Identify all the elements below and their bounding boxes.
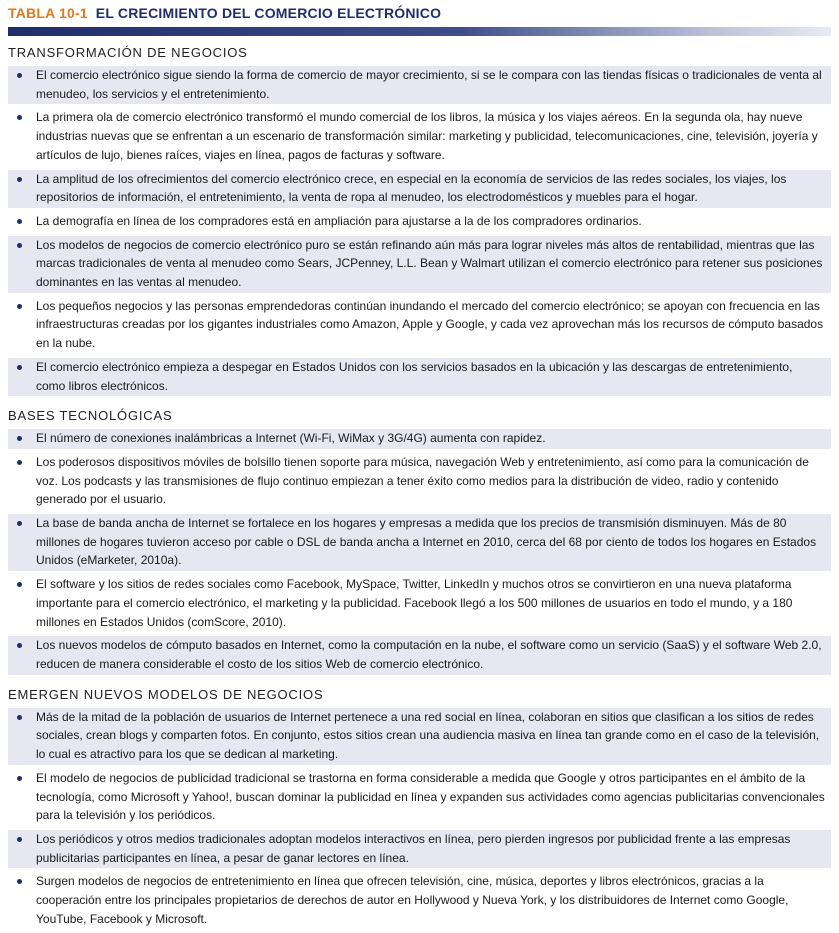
bullet-icon: [17, 837, 22, 842]
list-item-text: El comercio electrónico empieza a despegar en Estados Unidos con los servicios basados en la ubicación y las descargas de entretenimiento, como libros electrónicos.: [36, 359, 793, 393]
bullet-icon: [17, 73, 22, 78]
list-item: [8, 297, 831, 354]
section: [8, 36, 831, 396]
list-item-text: La base de banda ancha de Internet se fortalece en los hogares y empresas a medida que los precios de transmisión disminuyen. Más de 80 millones de hogares tuvieron acceso por cable o DSL de banda ancha a Internet en 2010, cerca del 68 por ciento de todos los hogares en Estados Unidos (eMarketer, 2010a).: [36, 516, 817, 568]
bullet-icon: [17, 243, 22, 248]
list-item: [8, 708, 831, 765]
bullet-icon: [17, 177, 22, 182]
table-title: EL CRECIMIENTO DEL COMERCIO ELECTRÓNICO: [95, 5, 442, 21]
bullet-icon: [17, 365, 22, 370]
list-item: [8, 66, 831, 104]
bullet-icon: [17, 304, 22, 309]
bullet-icon: [17, 582, 22, 587]
list-item: [8, 769, 831, 826]
list-item-text: El software y los sitios de redes sociales como Facebook, MySpace, Twitter, LinkedIn y muchos otros se convirtieron en una nueva plataforma importante para el comercio electrónico, el marketing y la publicidad. Facebook llegó a los 500 millones de usuarios en todo el mundo, y a 180 millones en Estados Unidos (comScore, 2010).: [36, 577, 793, 629]
bullet-icon: [17, 219, 22, 224]
list-item: [8, 453, 831, 510]
list-item-text: El modelo de negocios de publicidad tradicional se trastorna en forma considerable a medida que Google y otros participantes en el ámbito de la tecnología, como Microsoft y Yahoo!, buscan dominar la publicidad en línea y expanden sus actividades como agencias publicitarias convencionales para la televisión y los periódicos.: [36, 770, 825, 823]
table-title-row: [8, 2, 831, 24]
bullet-icon: [17, 879, 22, 884]
table-number: TABLA 10-1: [8, 5, 88, 21]
list-item-text: Los poderosos dispositivos móviles de bolsillo tienen soporte para música, navegación Web y entretenimiento, así como para la comunicación de voz. Los podcasts y las transmisiones de flujo continuo empiezan a tener éxito como medios para la distribución de video, radio y contenido generado por el usuario.: [36, 454, 809, 507]
list-item: [8, 514, 831, 571]
list-item: [8, 429, 831, 449]
list-item: [8, 236, 831, 293]
list-item-text: La primera ola de comercio electrónico transformó el mundo comercial de los libros, la música y los viajes aéreos. En la segunda ola, hay nueve industrias nuevas que se enfrentan a un escenario de transformación similar: marketing y publicidad, telecomunicaciones, cine, televisión, joyería y artículos de lujo, bienes raíces, viajes en línea, pagos de facturas y software.: [36, 110, 818, 162]
list-item: [8, 872, 831, 929]
bullet-icon: [17, 643, 22, 648]
section: [8, 400, 831, 674]
list-item-text: Los periódicos y otros medios tradicionales adoptan modelos interactivos en línea, pero pierden ingresos por publicidad frente a las empresas publicitarias participantes en línea, a pesar de ganar lectores en línea.: [36, 831, 791, 865]
list-item: [8, 108, 831, 165]
list-item: [8, 636, 831, 674]
section-heading: BASES TECNOLÓGICAS: [8, 408, 173, 424]
bullet-icon: [17, 715, 22, 720]
list-item: [8, 830, 831, 868]
list-item-text: Los pequeños negocios y las personas emprendedoras continúan inundando el mercado del comercio electrónico; se apoyan con frecuencia en las infraestructuras creadas por los gigantes industriales como Amazon, Apple y Google, y cada vez aprovechan más los recursos de cómputo basados en la nube.: [36, 298, 824, 351]
list-item-text: El comercio electrónico sigue siendo la forma de comercio de mayor crecimiento, si se le compara con las tiendas físicas o tradicionales de venta al menudeo, los servicios y el entretenimiento.: [36, 68, 822, 101]
bullet-icon: [17, 521, 22, 526]
bullet-icon: [17, 115, 22, 120]
list-item-text: Los modelos de negocios de comercio electrónico puro se están refinando aún más para lograr niveles más altos de rentabilidad, mientras que las marcas tradicionales de venta al menudeo como Sears, JCPenney, L.L. Bean y Walmart utilizan el comercio electrónico para retener sus posiciones dominantes en las ventas al menudeo.: [36, 237, 823, 290]
section-heading: TRANSFORMACIÓN DE NEGOCIOS: [8, 45, 248, 60]
list-item-text: La amplitud de los ofrecimientos del comercio electrónico crece, en especial en la economía de servicios de las redes sociales, los viajes, los repositorios de información, el entretenimiento, la venta de ropa al menudeo, los electrodomésticos y muebles para el hogar.: [36, 171, 787, 205]
list-item-text: Más de la mitad de la población de usuarios de Internet pertenece a una red social en línea, colaboran en sitios que clasifican a los sitios de redes sociales, crean blogs y comparten fotos. En conjunto, estos sitios crean una audiencia masiva en línea tan grande como en el caso de la televisión, lo cual es atractivo para los que se dedican al marketing.: [36, 709, 820, 762]
list-item: [8, 212, 831, 232]
title-rule: [8, 27, 831, 36]
list-item-text: El número de conexiones inalámbricas a Internet (Wi-Fi, WiMax y 3G/4G) aumenta con rapidez.: [36, 431, 546, 446]
list-item-text: La demografía en línea de los compradores está en ampliación para ajustarse a la de los compradores ordinarios.: [36, 213, 642, 228]
list-item-text: Surgen modelos de negocios de entretenimiento en línea que ofrecen televisión, cine, música, deportes y libros electrónicos, gracias a la cooperación entre los principales propietarios de derechos de autor en Hollywood y Nueva York, y los distribuidores de Internet como Google, YouTube, Facebook y Microsoft.: [36, 874, 789, 926]
list-item-text: Los nuevos modelos de cómputo basados en Internet, como la computación en la nube, el software como un servicio (SaaS) y el software Web 2.0, reducen de manera considerable el costo de los sitios Web de comercio electrónico.: [36, 638, 822, 671]
table-body: [8, 36, 831, 929]
bullet-icon: [17, 460, 22, 465]
table-10-1: [8, 0, 831, 933]
bullet-icon: [17, 436, 22, 441]
bullet-icon: [17, 776, 22, 781]
list-item: [8, 575, 831, 632]
section-heading: EMERGEN NUEVOS MODELOS DE NEGOCIOS: [8, 686, 324, 702]
list-item: [8, 358, 831, 396]
section: [8, 679, 831, 930]
list-item: [8, 170, 831, 208]
